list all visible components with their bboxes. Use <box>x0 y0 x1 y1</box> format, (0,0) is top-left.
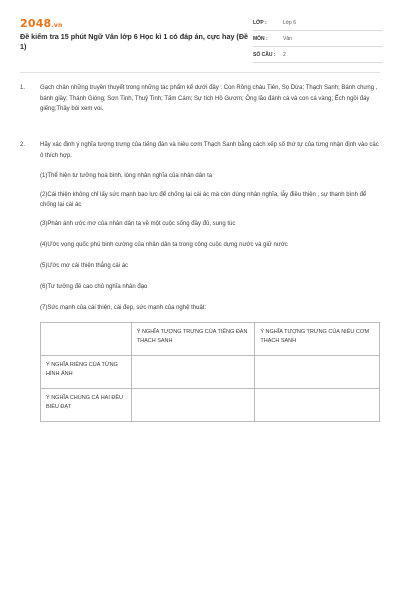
meta-info <box>253 15 383 63</box>
option-7: (7)Sức mạnh của cái thiện, cái đẹp, sức mạnh của nghệ thuật: <box>40 305 207 311</box>
table-row <box>41 356 380 389</box>
question-text: Hãy xác định ý nghĩa tượng trưng của tiếng đàn và niêu cơm Thạch Sanh bằng cách xếp số thứ tự của từng nhận định vào các ô thích hợp. <box>40 142 379 159</box>
option-2: (2)Cái thiện không chỉ lấy sức mạnh bạo lực để chống lại cái ác mà còn dùng nhân nghĩa, lẫy điều thiện , sự thanh bình để chống lại cái ác <box>40 192 367 208</box>
document-title: Đề kiểm tra 15 phút Ngữ Văn lớp 6 Học kì 1 có đáp án, cực hay (Đề 1) <box>20 32 249 51</box>
table-header-row <box>41 323 380 356</box>
meta-row-subject <box>253 31 383 47</box>
meta-label: MÔN : <box>253 35 268 42</box>
option-5: (5)Ước mơ cái thiện thắng cái ác <box>40 263 129 269</box>
meta-row-question-count <box>253 47 383 63</box>
meta-label: SỐ CÂU : <box>253 51 276 58</box>
table-row-label: Ý NGHĨA CHUNG CẢ HAI ĐỀU BIỂU ĐẠT <box>41 389 132 422</box>
meta-value: Văn <box>283 35 292 42</box>
logo-tld: .vn <box>51 22 63 29</box>
logo-main: 2048 <box>20 17 52 30</box>
table-header-cell <box>41 323 132 356</box>
meta-value: Lớp 6 <box>283 19 297 26</box>
question-number: 1. <box>20 85 26 91</box>
answer-cell[interactable] <box>255 389 380 422</box>
answer-table <box>40 322 380 422</box>
question-2 <box>20 140 380 164</box>
option-4: (4)Ước vọng quốc phú binh cường của nhân dân ta trong công cuộc dựng nước và giữ nước <box>40 242 288 248</box>
meta-value: 2 <box>283 51 286 58</box>
table-row-label: Ý NGHĨA RIÊNG CỦA TỪNG HÌNH ẢNH <box>41 356 132 389</box>
question-text: Gạch chân những truyền thuyết trong những tác phẩm kể dưới đây : Con Rồng cháu Tiên, Sọ Dừa; Thạch Sanh; Bánh chưng , bánh giầy; Thánh Gióng; Sơn Tinh, Thuỷ Tinh; Tấm Cám; Sự tích Hồ Gươm; Ông lão đánh cá và con cá vàng; Ếch ngồi đáy giếng;Thầy bói xem voi. <box>40 85 378 112</box>
answer-cell[interactable] <box>131 356 255 389</box>
answer-cell[interactable] <box>131 389 255 422</box>
question-1 <box>20 83 380 123</box>
site-logo[interactable] <box>20 17 62 30</box>
option-1: (1)Thể hiện tư tưởng hoà bình, lòng nhân nghĩa của nhân dân ta <box>40 173 213 179</box>
answer-cell[interactable] <box>255 356 380 389</box>
table-row <box>41 389 380 422</box>
option-3: (3)Phản ánh ước mơ của nhân dân ta về một cuộc sống đầy đủ, sung túc <box>40 221 236 227</box>
table-header-cell: Ý NGHĨA TƯỢNG TRƯNG CỦA TIẾNG ĐÀN THẠCH SANH <box>131 323 255 356</box>
question-number: 2. <box>20 142 26 148</box>
header-divider <box>20 72 380 73</box>
option-6: (6)Tư tưởng đề cao chủ nghĩa nhân đạo <box>40 284 148 290</box>
meta-label: LỚP : <box>253 19 267 26</box>
table-header-cell: Ý NGHĨA TƯỢNG TRƯNG CỦA NIÊU CƠM THẠCH SANH <box>255 323 380 356</box>
meta-row-class <box>253 15 383 31</box>
